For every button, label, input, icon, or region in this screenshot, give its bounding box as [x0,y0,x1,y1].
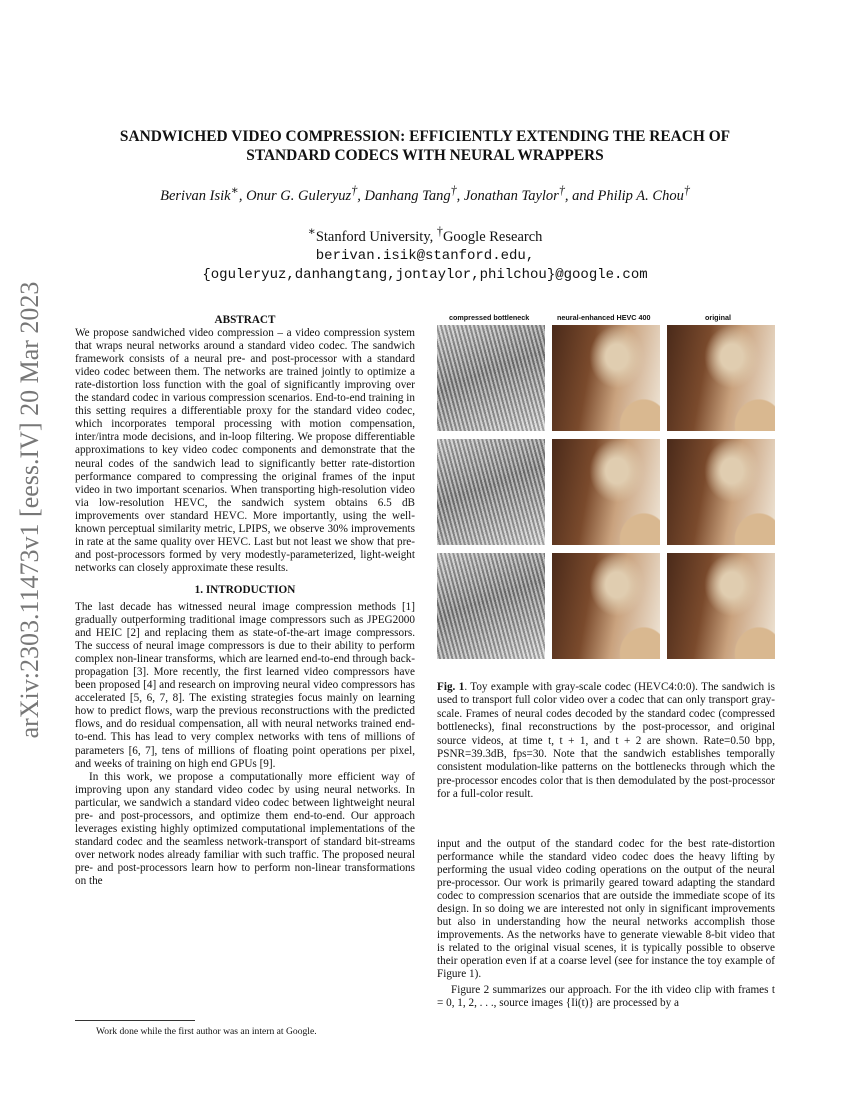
reconstruction-frame-t1 [552,439,660,545]
title-line-1: SANDWICHED VIDEO COMPRESSION: EFFICIENTLY EXTENDING THE REACH OF [119,128,731,145]
abstract-heading: ABSTRACT [214,314,276,326]
reconstruction-frame-t2 [552,553,660,659]
caption-text: . Toy example with gray-scale codec (HEVC4:0:0). The sandwich is used to transport full color video over a codec that can only transport gray-scale. Frames of neural codes decoded by the standard codec (compressed bottlenecks), final reconstructions by the post-processor, and original source videos, at time t, t + 1, and t + 2 are shown. Rate=0.50 bpp, PSNR=39.3dB, fps=30. Note that the sandwich establishes temporally consistent modulation-like patterns on the bottlenecks through which the pre-processor encodes color that is then demodulated by the post-processor for a full-color result. [437,681,775,801]
email-line-2[interactable]: {oguleryuz,danhangtang,jontaylor,philchou}@google.com [202,266,648,283]
bottleneck-frame-t1 [437,439,545,545]
right-paragraph-2: Figure 2 summarizes our approach. For the ith video clip with frames t = 0, 1, 2, . . ., source images {Ii(t)} are processed by a [437,983,775,1009]
fig-header-hevc: neural-enhanced HEVC 400 [557,313,651,322]
original-frame-t2 [667,553,775,659]
abstract-text: We propose sandwiched video compression – a video compression system that wraps neural networks around a standard video codec. The sandwich framework consists of a neural pre- and post-processor with a standard video codec between them. The networks are trained jointly to optimize a rate-distortion loss function with the goal of significantly improving over the standard codec in various compression scenarios. End-to-end training in this setting requires a differentiable proxy for the standard video codec, which incorporates temporal processing with motion compensation, inter/intra mode decisions, and in-loop filtering. We propose differentiable approximations to key video codec components and demonstrate that the neural codes of the sandwich lead to significantly better rate-distortion performance compared to compressing the original frames of the input video in two important scenarios. When transporting high-resolution video via low-resolution HEVC, the sandwich system obtains 6.5 dB improvements over standard HEVC. More importantly, using the well-known perceptual similarity metric, LPIPS, we observe 30% improvements in rate at the same quality over HEVC. Last but not least we show that pre- and post-processors formed by very modestly-parameterized, light-weight networks can closely approximate these results. [75,327,415,574]
original-frame-t1 [667,439,775,545]
figure-1 [437,313,775,663]
bottleneck-frame-t [437,325,545,431]
affiliations [60,222,790,285]
right-column [437,838,775,1010]
original-frame-t [667,325,775,431]
intro-heading: 1. INTRODUCTION [194,583,296,596]
bottleneck-frame-t2 [437,553,545,659]
reconstruction-frame-t [552,325,660,431]
footnote-rule [75,1020,195,1021]
email-line-1[interactable]: berivan.isik@stanford.edu, [315,247,535,264]
fig-header-bottleneck: compressed bottleneck [449,313,530,322]
caption-label: Fig. 1 [437,681,465,693]
intro-paragraph-1: The last decade has witnessed neural image compression methods [1] gradually outperforming traditional image compressors such as JPEG2000 and HEIC [2] and replacing them as state-of-the-art image compressors. The success of neural image compressors is due to their ability to perform complex non-linear transforms, which are learned end-to-end through back-propagation [3]. More recently, the first learned video compressors have been proposed [4] and research on improving neural video compressors has accelerated [5, 6, 7, 8]. The existing strategies focus mainly on learning how to predict flows, warp the previous reconstructions with the predicted flows, and do residual compensation, all with neural networks trained end-to-end. This has lead to very complex networks with tens of millions of parameters [6, 7], tens of millions of floating point operations per pixel, and weeks of training on high end GPUs [9]. [75,600,415,770]
left-column [75,314,415,888]
right-paragraph-1: input and the output of the standard codec for the best rate-distortion performance while the standard video codec does the heavy lifting by performing the usual video coding operations on the output of the neural pre-processor. Our work is primarily geared toward adapting the standard codec to compression scenarios that are outside the immediate scope of its design. In so doing we are interested not only in significant improvements but also in understanding how the neural networks accomplish those improvements. As the networks have to generate viewable 8-bit video that is related to the original visual scenes, it is typically possible to observe their operation even if at a coarse level (see for instance the toy example of Figure 1). [437,838,775,981]
arxiv-side-stamp: arXiv:2303.11473v1 [eess.IV] 20 Mar 2023 [15,281,44,739]
intro-paragraph-2: In this work, we propose a computationally more efficient way of improving upon any standard video codec by using neural networks. In particular, we sandwich a standard video codec between lightweight neural pre- and post-processors, and optimize them end-to-end. Our approach leverages existing highly optimized computational implementations of the standard codec and the seamless network-transport of standard bit-streams over network nodes already familiar with such traffic. The proposed neural pre- and post-processors learn how to perform non-linear transformations on the [75,770,415,887]
institutions: ∗Stanford University, †Google Research [307,224,543,245]
title-line-2: STANDARD CODECS WITH NEURAL WRAPPERS [246,146,604,164]
author-list: Berivan Isik∗, Onur G. Guleryuz†, Danhang Tang†, Jonathan Taylor†, and Philip A. Chou† [160,183,690,204]
footnote: Work done while the first author was an intern at Google. [96,1026,317,1037]
paper-title [80,128,770,165]
figure-caption [437,681,775,802]
fig-header-original: original [705,313,731,322]
